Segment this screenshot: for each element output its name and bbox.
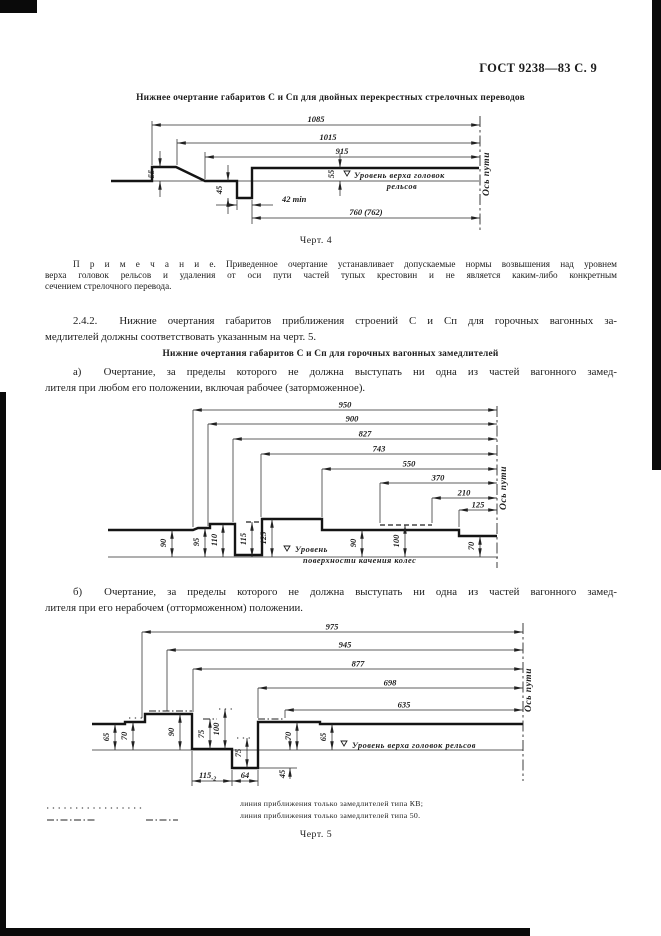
dim-115-tol: $115_{-2}$ [199,770,217,783]
dim-945: 945 [338,639,352,650]
item-b-line: лителя при его нерабочем (отторможенном) положении. [45,601,303,614]
dash-dot-line-sample [45,816,185,824]
item-a-paragraph [45,365,617,396]
dim-698: 698 [383,677,397,688]
fig5b-axis-label: Ось пути [524,668,534,712]
fig5a-dimension-lines [172,410,497,557]
dim-v-125: 125 [258,531,268,545]
dim-v-90: 90 [158,538,168,548]
dim-v-95: 95 [191,537,201,547]
dim-v-110: 110 [209,533,219,547]
page-header: ГОСТ 9238—83 С. 9 [479,61,597,75]
dim-v-75a: 75 [196,729,206,739]
dim-760: 760 (762) [349,207,383,217]
dim-125w: 125 [471,499,485,510]
section-line: медлителей должны соответствовать указанным на черт. 5. [45,330,317,343]
scan-mark-right-edge [652,0,661,470]
dim-v-100: 100 [211,722,221,736]
dim-55-left: 55 [146,169,156,179]
dim-1015: 1015 [319,132,337,142]
dim-45-depth: 45 [277,769,287,779]
item-b-paragraph [45,585,617,616]
dim-55-right: 55 [326,169,336,179]
level-mark-icon [284,546,290,551]
legend-row-kv [45,799,605,811]
scan-mark-bottom-edge [0,928,530,936]
item-a-line: лителя при любом его положении, включая рабочее (заторможенное). [45,381,366,394]
dim-45-depth: 45 [214,185,224,195]
section-2-4-2 [45,314,617,345]
fig5-title: Нижние очертания габаритов С и Сп для горочных вагонных замедлителей [162,349,499,359]
dim-v-70r: 70 [283,731,293,741]
dim-v-115: 115 [238,532,248,546]
dim-v-90: 90 [166,727,176,737]
figure-4-drawing [85,112,585,242]
note-line: П р и м е ч а н и е. Приведенное очертание устанавливает допускаемые нормы возвышения над уровнем [73,259,617,269]
figure-5b-drawing [85,618,550,798]
fig4-title: Нижнее очертание габаритов С и Сп для двойных перекрестных стрелочных переводов [136,93,525,103]
fig4-level-text-2: рельсов [386,182,418,191]
note-paragraph [45,259,617,293]
section-line: 2.4.2. Нижние очертания габаритов приближения строений С и Сп для горочных вагонных за- [73,315,617,327]
dim-950: 950 [338,400,352,410]
scan-mark-left-edge [0,392,6,936]
legend-label-50: линия приближения только замедлителей типа 50. [240,811,421,820]
dim-v-65: 65 [101,732,111,742]
dim-v-70: 70 [119,731,129,741]
legend-row-50 [45,811,605,823]
fig5a-level-text-1: Уровень [295,545,328,554]
dim-370: 370 [431,472,445,483]
figure-5a-drawing [100,400,530,578]
fig5a-level-text-2: поверхности качения колес [303,556,417,565]
fig4-level-text-1: Уровень верха головок [354,171,445,180]
dim-635: 635 [397,699,411,710]
fig4-extension-lines [152,121,252,224]
dim-v-65r: 65 [318,732,328,742]
scan-mark-top-left [0,0,37,13]
dim-915: 915 [335,146,349,156]
fig5b-dimension-labels [101,622,411,783]
fig5b-level-text: Уровень верха головок рельсов [352,741,476,750]
level-mark-icon [341,741,347,746]
dim-64: 64 [240,770,250,780]
dim-827: 827 [358,428,372,439]
fig4-dimension-labels [146,114,383,217]
dim-743: 743 [372,443,386,454]
fig5b-rail-level-label [341,741,476,750]
item-b-line: б) Очертание, за пределы которого не должна выступать ни одна из частей вагонного замед- [73,586,617,598]
dim-550: 550 [402,458,416,469]
dim-v-70: 70 [466,541,476,551]
note-line: верха головок рельсов и удаления от оси пути частей тупых крестовин и не является каким-либо конкретным [45,270,617,281]
fig5a-extension-lines [193,410,459,527]
dim-v-90r: 90 [348,538,358,548]
note-line: сечением стрелочного перевода. [45,281,172,292]
dim-900: 900 [345,413,359,424]
fig4-axis-label: Ось пути [482,152,492,196]
dim-v-75b: 75 [233,748,243,758]
dim-210: 210 [457,487,471,498]
dim-975: 975 [325,621,339,632]
legend-label-kv: линия приближения только замедлителей типа КВ; [240,799,424,808]
item-a-line: а) Очертание, за пределы которого не должна выступать ни одна из частей вагонного замед- [73,366,617,378]
dim-1085: 1085 [307,114,325,124]
fig5a-axis-label: Ось пути [499,466,509,510]
dim-42min: 42 min [282,194,307,204]
level-mark-icon [344,171,350,176]
dim-877: 877 [351,658,365,669]
fig4-caption: Черт. 4 [299,235,333,246]
dim-v-100: 100 [391,534,401,548]
fig5-caption: Черт. 5 [299,829,333,840]
fig5b-dimension-lines [115,632,523,781]
